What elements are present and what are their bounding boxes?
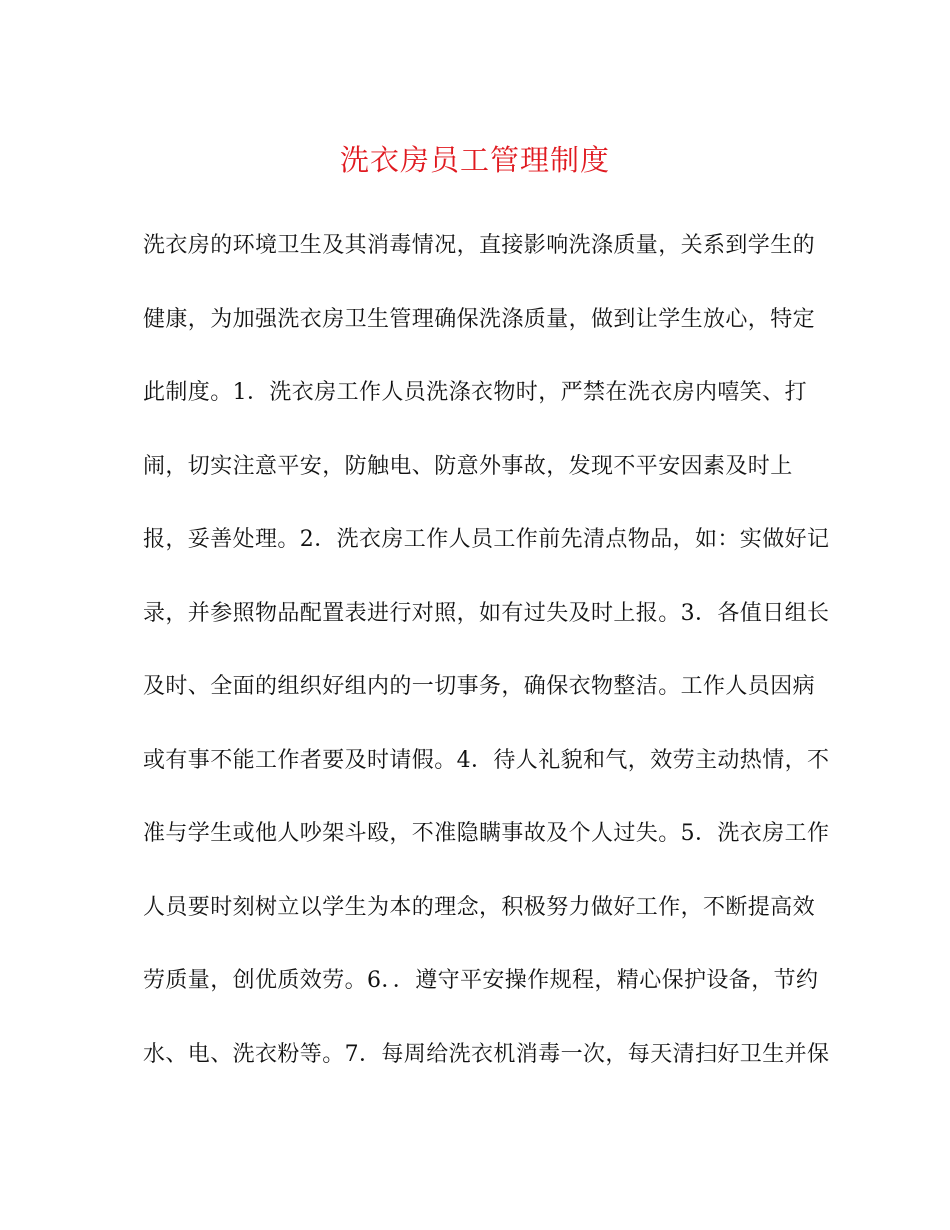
body-line-5: 报，妥善处理。2．洗衣房工作人员工作前先清点物品，如：实做好记 — [143, 527, 830, 552]
body-line-10: 人员要时刻树立以学生为本的理念，积极努力做好工作，不断提高效 — [143, 894, 816, 920]
body-line-12: 水、电、洗衣粉等。7．每周给洗衣机消毒一次，每天清扫好卫生并保 — [143, 1041, 830, 1067]
body-line-2: 健康，为加强洗衣房卫生管理确保洗涤质量，做到让学生放心，特定 — [143, 306, 816, 332]
body-line-4: 闹，切实注意平安，防触电、防意外事故，发现不平安因素及时上 — [143, 453, 793, 479]
body-line-9: 准与学生或他人吵架斗殴，不准隐瞒事故及个人过失。5．洗衣房工作 — [143, 821, 830, 846]
document-title: 洗衣房员工管理制度 — [339, 143, 610, 177]
document-body — [143, 228, 830, 1110]
body-line-11: 劳质量，创优质效劳。6．．遵守平安操作规程，精心保护设备，节约 — [143, 968, 819, 993]
body-line-8: 或有事不能工作者要及时请假。4．待人礼貌和气，效劳主动热情，不 — [143, 747, 830, 773]
body-line-7: 及时、全面的组织好组内的一切事务，确保衣物整洁。工作人员因病 — [143, 674, 816, 699]
body-line-6: 录，并参照物品配置表进行对照，如有过失及时上报。3．各值日组长 — [143, 600, 830, 626]
body-line-1: 洗衣房的环境卫生及其消毒情况，直接影响洗涤质量，关系到学生的 — [143, 233, 816, 258]
body-line-3: 此制度。1．洗衣房工作人员洗涤衣物时，严禁在洗衣房内嘻笑、打 — [143, 380, 807, 405]
